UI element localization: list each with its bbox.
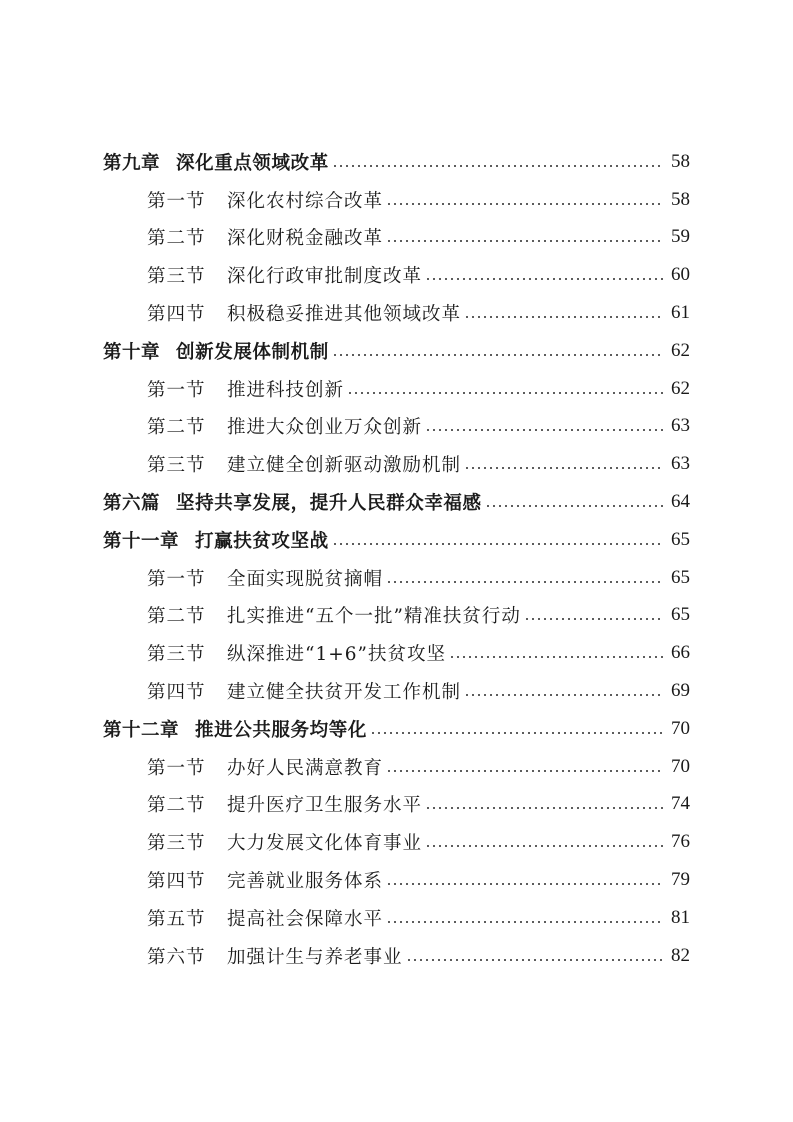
toc-page-number: 65: [671, 528, 690, 550]
toc-section-entry[interactable]: [0, 559, 793, 597]
dot-leader: [406, 959, 664, 961]
toc-section-entry[interactable]: [0, 748, 793, 786]
toc-section-entry[interactable]: [0, 786, 793, 824]
toc-page-number: 65: [671, 566, 690, 588]
toc-entry-title: 大力发展文化体育事业: [227, 833, 423, 855]
dot-leader: [464, 316, 664, 318]
table-of-contents: [0, 143, 793, 975]
dot-leader: [386, 921, 664, 923]
toc-chapter-entry[interactable]: [0, 143, 793, 181]
toc-entry-title: 深化财税金融改革: [227, 228, 384, 250]
toc-entry-title: 建立健全创新驱动激励机制: [227, 455, 462, 477]
toc-entry-title: 扎实推进“五个一批”精准扶贫行动: [227, 606, 521, 628]
toc-entry-title: 推进公共服务均等化: [195, 719, 367, 741]
toc-chapter-entry[interactable]: [0, 710, 793, 748]
toc-page-number: 60: [671, 264, 690, 286]
dot-leader: [524, 618, 664, 620]
toc-page-number: 59: [671, 226, 690, 248]
toc-page-number: 58: [671, 188, 690, 210]
dot-leader: [332, 354, 664, 356]
toc-entry-title: 打赢扶贫攻坚战: [195, 530, 329, 552]
toc-entry-label: 第四节: [147, 682, 206, 704]
toc-chapter-entry[interactable]: [0, 483, 793, 521]
toc-page-number: 79: [671, 869, 690, 891]
dot-leader: [425, 278, 664, 280]
toc-section-entry[interactable]: [0, 937, 793, 975]
toc-entry-label: 第三节: [147, 266, 206, 288]
toc-entry-label: 第一节: [147, 757, 206, 779]
toc-entry-label: 第四节: [147, 871, 206, 893]
toc-entry-label: 第十一章: [103, 530, 180, 552]
toc-section-entry[interactable]: [0, 181, 793, 219]
toc-entry-title: 纵深推进“1+6”扶贫攻坚: [227, 644, 446, 666]
toc-entry-title: 坚持共享发展，提升人民群众幸福感: [176, 493, 482, 515]
dot-leader: [464, 467, 664, 469]
toc-entry-label: 第三节: [147, 455, 206, 477]
dot-leader: [386, 581, 664, 583]
toc-page-number: 65: [671, 604, 690, 626]
toc-page-number: 74: [671, 793, 690, 815]
toc-page-number: 62: [671, 377, 690, 399]
dot-leader: [386, 240, 664, 242]
dot-leader: [485, 505, 664, 507]
toc-entry-label: 第五节: [147, 908, 206, 930]
dot-leader: [386, 770, 664, 772]
dot-leader: [347, 392, 664, 394]
toc-entry-title: 全面实现脱贫摘帽: [227, 568, 384, 590]
toc-entry-label: 第一节: [147, 568, 206, 590]
dot-leader: [386, 883, 664, 885]
toc-page-number: 70: [671, 755, 690, 777]
toc-entry-title: 推进大众创业万众创新: [227, 417, 423, 439]
toc-entry-label: 第二节: [147, 795, 206, 817]
toc-page-number: 61: [671, 302, 690, 324]
toc-page-number: 63: [671, 453, 690, 475]
dot-leader: [332, 543, 664, 545]
toc-page-number: 58: [671, 150, 690, 172]
dot-leader: [370, 732, 664, 734]
toc-section-entry[interactable]: [0, 597, 793, 635]
toc-section-entry[interactable]: [0, 634, 793, 672]
toc-page-number: 63: [671, 415, 690, 437]
toc-section-entry[interactable]: [0, 294, 793, 332]
toc-entry-label: 第一节: [147, 379, 206, 401]
toc-section-entry[interactable]: [0, 219, 793, 257]
toc-section-entry[interactable]: [0, 672, 793, 710]
toc-section-entry[interactable]: [0, 256, 793, 294]
toc-entry-title: 办好人民满意教育: [227, 757, 384, 779]
toc-section-entry[interactable]: [0, 445, 793, 483]
toc-entry-title: 深化行政审批制度改革: [227, 266, 423, 288]
toc-entry-label: 第二节: [147, 417, 206, 439]
toc-section-entry[interactable]: [0, 408, 793, 446]
toc-entry-title: 深化农村综合改革: [227, 190, 384, 212]
toc-entry-label: 第一节: [147, 190, 206, 212]
toc-chapter-entry[interactable]: [0, 332, 793, 370]
toc-section-entry[interactable]: [0, 370, 793, 408]
toc-entry-label: 第十二章: [103, 719, 180, 741]
toc-section-entry[interactable]: [0, 861, 793, 899]
toc-entry-title: 提升医疗卫生服务水平: [227, 795, 423, 817]
toc-entry-label: 第二节: [147, 606, 206, 628]
toc-page-number: 69: [671, 680, 690, 702]
toc-entry-title: 深化重点领域改革: [176, 152, 329, 174]
toc-page-number: 76: [671, 831, 690, 853]
toc-page-number: 66: [671, 642, 690, 664]
dot-leader: [464, 694, 664, 696]
toc-page-number: 70: [671, 717, 690, 739]
toc-entry-label: 第六篇: [103, 493, 161, 515]
dot-leader: [386, 203, 664, 205]
toc-entry-label: 第九章: [103, 152, 161, 174]
toc-entry-label: 第六节: [147, 946, 206, 968]
dot-leader: [425, 429, 664, 431]
toc-page-number: 62: [671, 339, 690, 361]
toc-page-number: 82: [671, 944, 690, 966]
toc-entry-title: 推进科技创新: [227, 379, 345, 401]
toc-page-number: 64: [671, 491, 690, 513]
dot-leader: [449, 656, 664, 658]
toc-section-entry[interactable]: [0, 899, 793, 937]
dot-leader: [425, 807, 664, 809]
toc-entry-label: 第三节: [147, 644, 206, 666]
toc-entry-label: 第四节: [147, 304, 206, 326]
toc-entry-label: 第三节: [147, 833, 206, 855]
toc-chapter-entry[interactable]: [0, 521, 793, 559]
toc-entry-title: 提高社会保障水平: [227, 908, 384, 930]
toc-entry-label: 第十章: [103, 341, 161, 363]
dot-leader: [332, 165, 664, 167]
toc-entry-label: 第二节: [147, 228, 206, 250]
toc-entry-title: 创新发展体制机制: [176, 341, 329, 363]
toc-entry-title: 积极稳妥推进其他领域改革: [227, 304, 462, 326]
toc-page-number: 81: [671, 906, 690, 928]
dot-leader: [425, 845, 664, 847]
toc-entry-title: 建立健全扶贫开发工作机制: [227, 682, 462, 704]
toc-entry-title: 完善就业服务体系: [227, 871, 384, 893]
toc-entry-title: 加强计生与养老事业: [227, 946, 403, 968]
toc-section-entry[interactable]: [0, 823, 793, 861]
